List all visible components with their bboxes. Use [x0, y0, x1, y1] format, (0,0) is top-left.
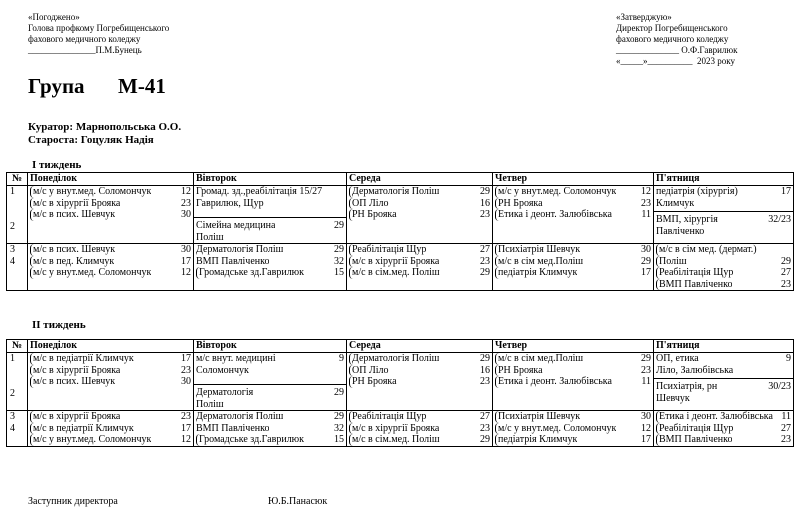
room-number: 29: [641, 255, 651, 267]
week-2-title: ІІ тиждень: [32, 319, 86, 331]
class-entry: [196, 186, 344, 198]
header-line: «Погоджено»: [28, 12, 80, 22]
subject-teacher: Дерматологія Поліш: [196, 244, 284, 255]
room-number: 17: [781, 186, 791, 197]
group-word: Група: [28, 74, 85, 98]
room-number: 29: [334, 220, 344, 231]
room-number: 17: [641, 267, 651, 278]
class-entry: [196, 423, 344, 435]
subject-teacher: м/с у внут.мед. Соломончук: [33, 267, 152, 278]
group-title: [28, 74, 166, 99]
schedule-cell: [654, 353, 794, 411]
footer-position: Заступник директора: [28, 496, 118, 507]
column-header-day: Четвер: [493, 340, 654, 353]
room-number: 23: [480, 255, 490, 267]
class-entry: [349, 434, 490, 446]
class-entry: [196, 256, 344, 268]
subject-teacher: ВМП Павліченко: [196, 255, 270, 267]
class-entry: [656, 256, 791, 268]
table-row: [7, 186, 794, 244]
room-number: [341, 209, 344, 215]
subject-teacher: ОП, етика: [656, 353, 699, 364]
subject-teacher: Дерматологія Поліш: [352, 186, 440, 197]
schedule-cell: [347, 244, 493, 291]
room-number: 17: [181, 422, 191, 434]
subject-teacher: ВМП Павліченко: [659, 434, 733, 445]
schedule-cell: [493, 353, 654, 411]
lesson-numbers: 3 4: [7, 244, 28, 291]
footer-name: Ю.Б.Панасюк: [268, 496, 328, 507]
class-entry: [194, 217, 346, 232]
column-header-day: Вівторок: [194, 340, 347, 353]
class-entry: [196, 365, 344, 377]
subject-teacher: Ліло, Залюбівська: [656, 364, 734, 376]
room-number: 30: [641, 411, 651, 422]
room-number: [788, 226, 791, 238]
subject-teacher: Климчук: [656, 197, 695, 209]
subject-teacher: РН Брояка: [352, 376, 397, 387]
class-entry: [196, 376, 344, 382]
room-number: 29: [641, 353, 651, 364]
subject-teacher: Громадське зд.Гаврилюк: [199, 267, 305, 278]
header-line: Голова профкому Погребищенського: [28, 23, 170, 33]
schedule-cell: [654, 244, 794, 291]
schedule-cell: [28, 186, 194, 244]
header-line: ______________ О.Ф.Гаврилюк: [616, 45, 738, 55]
class-entry: [495, 186, 651, 198]
subject-teacher: педіатрія (хірургія): [656, 186, 738, 197]
class-entry: [349, 244, 490, 256]
schedule-cell: [28, 411, 194, 447]
room-number: 23: [781, 434, 791, 445]
room-number: 17: [641, 434, 651, 445]
class-entry: [30, 256, 191, 268]
room-number: 30/23: [768, 381, 791, 392]
room-number: 29: [334, 244, 344, 255]
room-number: [341, 198, 344, 210]
subject-teacher: м/с в сім.мед. Поліш: [352, 434, 440, 445]
class-entry: [349, 365, 490, 377]
subject-teacher: м/с в псих. Шевчук: [33, 244, 116, 255]
class-entry: [495, 267, 651, 279]
class-entry: [656, 267, 791, 279]
room-number: 32/23: [768, 214, 791, 225]
class-entry: [196, 411, 344, 423]
table-row: [7, 411, 794, 447]
header-line: фахового медичного коледжу: [616, 34, 729, 44]
class-entry: [656, 198, 791, 210]
column-header-day: П'ятниця: [654, 173, 794, 186]
class-entry: [349, 267, 490, 279]
subject-teacher: Дерматологія Поліш: [352, 353, 440, 364]
subject-teacher: педіатрія Климчук: [498, 267, 578, 278]
class-entry: [30, 267, 191, 279]
room-number: 29: [334, 387, 344, 398]
subject-teacher: Гаврилюк, Щур: [196, 197, 264, 209]
subject-teacher: Етика і деонт. Залюбівська: [659, 411, 773, 422]
room-number: [341, 365, 344, 377]
class-entry: [196, 244, 344, 256]
room-number: 12: [641, 186, 651, 197]
class-entry: [656, 186, 791, 198]
class-entry: [656, 353, 791, 365]
class-entry: [656, 244, 791, 256]
class-entry: [654, 378, 793, 393]
subject-teacher: Реабілітація Щур: [352, 411, 427, 422]
room-number: 27: [480, 411, 490, 422]
curator-block: [28, 121, 181, 147]
room-number: 16: [480, 364, 490, 376]
starosta-line: Староста: Гоцуляк Надія: [28, 134, 154, 146]
room-number: 23: [181, 364, 191, 376]
column-header-day: Середа: [347, 340, 493, 353]
class-entry: [30, 186, 191, 198]
subject-teacher: ВМП, хірургія: [656, 214, 718, 225]
approval-block-left: [28, 12, 169, 56]
room-number: 11: [781, 411, 791, 422]
room-number: 12: [181, 434, 191, 445]
group-code: М-41: [118, 74, 166, 98]
subject-teacher: м/с в сім мед.Поліш: [498, 255, 584, 267]
approval-block-right: [616, 12, 738, 67]
subject-teacher: педіатрія Климчук: [498, 434, 578, 445]
class-entry: [196, 198, 344, 210]
class-entry: [349, 353, 490, 365]
subject-teacher: РН Брояка: [352, 209, 397, 220]
subject-teacher: м/с в сім.мед. Поліш: [352, 267, 440, 278]
class-entry: [196, 232, 344, 244]
class-entry: [196, 434, 344, 446]
subject-teacher: Етика і деонт. Залюбівська: [498, 376, 612, 387]
header-line: _______________П.М.Бунець: [28, 45, 142, 55]
room-number: 15: [334, 434, 344, 445]
subject-teacher: м/с у внут.мед. Соломончук: [33, 434, 152, 445]
room-number: 23: [641, 197, 651, 209]
room-number: 17: [181, 255, 191, 267]
table-header-row: [7, 340, 794, 353]
column-header-number: №: [7, 340, 28, 353]
header-line: «_____»__________ 2023 року: [616, 56, 735, 66]
class-entry: [196, 267, 344, 279]
column-header-day: Понеділок: [28, 340, 194, 353]
column-header-day: Середа: [347, 173, 493, 186]
lesson-numbers: 3 4: [7, 411, 28, 447]
class-entry: [495, 256, 651, 268]
column-header-number: №: [7, 173, 28, 186]
room-number: [788, 393, 791, 405]
class-entry: [349, 198, 490, 210]
subject-teacher: Сімейна медицина: [196, 220, 276, 231]
class-entry: [30, 353, 191, 365]
class-entry: [656, 393, 791, 405]
subject-teacher: Громадське зд.Гаврилюк: [199, 434, 305, 445]
room-number: 27: [781, 267, 791, 278]
room-number: 23: [480, 376, 490, 387]
curator-line: Куратор: Марнопольська О.О.: [28, 121, 182, 133]
class-entry: [196, 209, 344, 215]
room-number: 15: [334, 267, 344, 278]
subject-teacher: Психіатрія, рн: [656, 381, 718, 392]
schedule-cell: [194, 411, 347, 447]
subject-teacher: м/с в хірургії Брояка: [352, 255, 440, 267]
subject-teacher: м/с в сім мед. (дермат.): [659, 244, 757, 255]
class-entry: [349, 256, 490, 268]
class-entry: [656, 434, 791, 446]
schedule-cell: [654, 411, 794, 447]
class-entry: [30, 365, 191, 377]
room-number: [788, 244, 791, 256]
subject-teacher: м/с у внут.мед. Соломончук: [498, 422, 617, 434]
schedule-cell: [347, 186, 493, 244]
class-entry: [495, 376, 651, 388]
room-number: 30: [181, 244, 191, 255]
room-number: 29: [480, 353, 490, 364]
class-entry: [656, 279, 791, 291]
room-number: [788, 198, 791, 210]
class-entry: [495, 423, 651, 435]
header-line: фахового медичного коледжу: [28, 34, 141, 44]
room-number: 16: [480, 197, 490, 209]
room-number: 29: [480, 434, 490, 445]
class-entry: [349, 186, 490, 198]
schedule-cell: [194, 186, 347, 244]
class-entry: [30, 434, 191, 446]
subject-teacher: м/с в псих. Шевчук: [33, 376, 116, 387]
room-number: 23: [480, 422, 490, 434]
class-entry: [30, 423, 191, 435]
subject-teacher: м/с в хірургії Брояка: [33, 411, 121, 422]
room-number: 23: [480, 209, 490, 220]
class-entry: [495, 209, 651, 221]
class-entry: [196, 399, 344, 411]
room-number: 17: [181, 353, 191, 364]
class-entry: [30, 411, 191, 423]
room-number: [341, 232, 344, 244]
room-number: 29: [334, 411, 344, 422]
subject-teacher: РН Брояка: [498, 197, 543, 209]
column-header-day: Понеділок: [28, 173, 194, 186]
header-line: «Затверджую»: [616, 12, 672, 22]
room-number: 11: [641, 376, 651, 387]
subject-teacher: РН Брояка: [498, 364, 543, 376]
subject-teacher: м/с в сім мед.Поліш: [498, 353, 584, 364]
subject-teacher: Дерматологія: [196, 387, 254, 398]
schedule-cell: [28, 353, 194, 411]
subject-teacher: Поліш: [659, 255, 687, 267]
schedule-cell: [493, 244, 654, 291]
room-number: 12: [181, 186, 191, 197]
room-number: 23: [641, 364, 651, 376]
class-entry: [30, 376, 191, 388]
schedule-cell: [28, 244, 194, 291]
room-number: 29: [480, 186, 490, 197]
class-entry: [30, 198, 191, 210]
class-entry: [656, 411, 791, 423]
column-header-day: Вівторок: [194, 173, 347, 186]
class-entry: [656, 226, 791, 238]
room-number: 9: [339, 353, 344, 364]
table-row: [7, 353, 794, 411]
room-number: 12: [641, 422, 651, 434]
subject-teacher: Павліченко: [656, 225, 705, 237]
class-entry: [349, 411, 490, 423]
subject-teacher: ВМП Павліченко: [196, 422, 270, 434]
subject-teacher: м/с у внут.мед. Соломончук: [33, 186, 152, 197]
lesson-numbers: 1 2: [7, 353, 28, 411]
room-number: 32: [334, 255, 344, 267]
room-number: 12: [181, 267, 191, 278]
subject-teacher: м/с в хірургії Брояка: [352, 422, 440, 434]
lesson-numbers: 1 2: [7, 186, 28, 244]
subject-teacher: Реабілітація Щур: [659, 267, 734, 278]
subject-teacher: м/с в хірургії Брояка: [33, 364, 121, 376]
class-entry: [495, 411, 651, 423]
subject-teacher: м/с в пед. Климчук: [33, 255, 115, 267]
class-entry: [656, 365, 791, 377]
subject-teacher: м/с внут. медицині: [196, 353, 276, 364]
subject-teacher: ОП Ліло: [352, 197, 389, 209]
room-number: 23: [181, 197, 191, 209]
room-number: 30: [181, 209, 191, 220]
room-number: 11: [641, 209, 651, 220]
subject-teacher: Громад. зд.,реабілітація 15/27: [196, 186, 323, 197]
subject-teacher: Соломончук: [196, 364, 249, 376]
class-entry: [495, 434, 651, 446]
schedule-cell: [347, 411, 493, 447]
class-entry: [495, 365, 651, 377]
room-number: [341, 376, 344, 382]
room-number: 23: [181, 411, 191, 422]
subject-teacher: м/с в псих. Шевчук: [33, 209, 116, 220]
room-number: 32: [334, 422, 344, 434]
schedule-cell: [654, 186, 794, 244]
subject-teacher: Психіатрія Шевчук: [498, 244, 581, 255]
table-header-row: [7, 173, 794, 186]
subject-teacher: Реабілітація Щур: [352, 244, 427, 255]
room-number: 23: [781, 278, 791, 290]
class-entry: [194, 384, 346, 399]
column-header-day: П'ятниця: [654, 340, 794, 353]
room-number: 27: [480, 244, 490, 255]
class-entry: [349, 376, 490, 388]
schedule-cell: [194, 353, 347, 411]
subject-teacher: Психіатрія Шевчук: [498, 411, 581, 422]
class-entry: [349, 209, 490, 221]
header-line: Директор Погребищенського: [616, 23, 728, 33]
schedule-cell: [194, 244, 347, 291]
class-entry: [30, 209, 191, 221]
schedule-cell: [347, 353, 493, 411]
subject-teacher: м/с в хірургії Брояка: [33, 197, 121, 209]
class-entry: [349, 423, 490, 435]
room-number: [788, 365, 791, 377]
week-1-schedule-table: [6, 172, 794, 291]
room-number: [341, 399, 344, 411]
room-number: 30: [181, 376, 191, 387]
schedule-cell: [493, 411, 654, 447]
room-number: [341, 186, 344, 198]
subject-teacher: ОП Ліло: [352, 364, 389, 376]
week-2-schedule-table: [6, 339, 794, 447]
room-number: 27: [781, 422, 791, 434]
class-entry: [495, 244, 651, 256]
room-number: 9: [786, 353, 791, 364]
schedule-cell: [493, 186, 654, 244]
subject-teacher: Дерматологія Поліш: [196, 411, 284, 422]
room-number: 30: [641, 244, 651, 255]
room-number: 29: [480, 267, 490, 278]
subject-teacher: Етика і деонт. Залюбівська: [498, 209, 612, 220]
subject-teacher: Шевчук: [656, 392, 690, 404]
room-number: 29: [781, 255, 791, 267]
class-entry: [30, 244, 191, 256]
subject-teacher: м/с в педіатрії Климчук: [33, 422, 134, 434]
subject-teacher: Реабілітація Щур: [659, 422, 734, 434]
column-header-day: Четвер: [493, 173, 654, 186]
subject-teacher: м/с у внут.мед. Соломончук: [498, 186, 617, 197]
class-entry: [495, 198, 651, 210]
class-entry: [495, 353, 651, 365]
table-row: [7, 244, 794, 291]
class-entry: [656, 423, 791, 435]
subject-teacher: ВМП Павліченко: [659, 278, 733, 290]
subject-teacher: Поліш: [196, 398, 224, 410]
class-entry: [654, 211, 793, 226]
subject-teacher: м/с в педіатрії Климчук: [33, 353, 134, 364]
week-1-title: І тиждень: [32, 159, 82, 171]
subject-teacher: Поліш: [196, 231, 224, 243]
class-entry: [196, 353, 344, 365]
